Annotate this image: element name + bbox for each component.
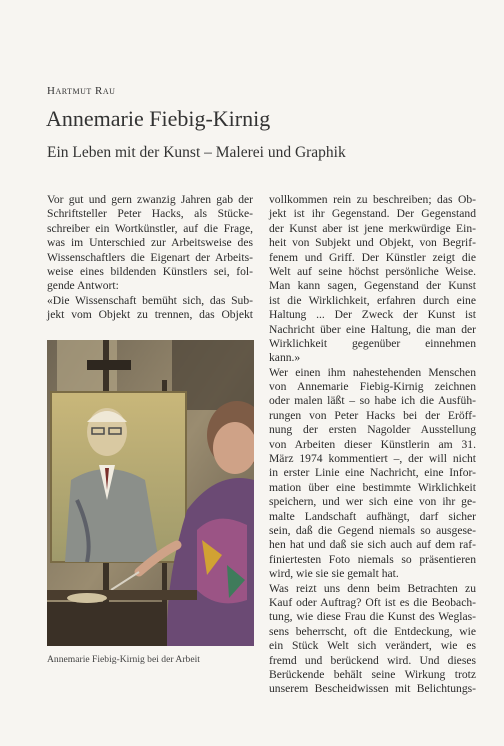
text-line: März 1974 kommentiert –, der will nicht [269, 452, 476, 466]
artist-photo [47, 340, 254, 646]
text-line: Wirklichkeit gegenüber einnehmen [269, 336, 476, 350]
text-line: Was reizt uns denn beim Betrachten zu [269, 581, 476, 595]
text-line: mation über eine bestimmte Wirklichkeit [269, 480, 476, 494]
article-subtitle: Ein Leben mit der Kunst – Malerei und Graphik [47, 144, 346, 161]
text-line: Berückende behält seine Wirkung trotz [269, 667, 476, 681]
text-line: speichern, und wer sich eine von ihr ge- [269, 495, 476, 509]
text-line: oder malen läßt – so habe ich die Ausfüh- [269, 394, 476, 408]
article-title: Annemarie Fiebig-Kirnig [46, 106, 271, 131]
text-line: rungen von Peter Hacks bei der Eröff- [269, 408, 476, 422]
text-line: hen hat und daß sie sich auch auf dem raf- [269, 538, 476, 552]
text-line: von Annemarie Fiebig-Kirnig zeichnen [269, 380, 476, 394]
text-line: schreiber ein Wortkünstler, auf die Frage, [47, 221, 253, 235]
text-line: nung der ersten Nagolder Ausstellung [269, 423, 476, 437]
text-line: weise eines bildenden Künstlers sei, fol- [47, 264, 253, 278]
text-line: was im Unterschied zur Arbeitsweise des [47, 236, 253, 250]
author-name: Hartmut Rau [47, 85, 116, 97]
text-line: malte Landschaft aufhängt, darf sicher [269, 509, 476, 523]
text-line: fenem und Griff. Der Künstler zeigt die [269, 250, 476, 264]
left-text-column [47, 193, 253, 323]
text-line: fremd und berückend wird. Und dieses [269, 653, 476, 667]
text-line: Wer einen ihm nahestehenden Menschen [269, 365, 476, 379]
text-line: vollkommen rein zu beschreiben; das Ob- [269, 193, 476, 206]
text-line: finiertesten Foto niemals so präsentieren [269, 552, 476, 566]
text-line: Welt auf seine höchst persönliche Weise. [269, 264, 476, 278]
text-line: von Arbeiten dieser Künstlerin am 31. [269, 437, 476, 451]
text-line: Haltung ... Der Zweck der Kunst ist [269, 308, 476, 322]
text-line: Kauf oder Auftrag? Oft ist es die Beobach- [269, 595, 476, 609]
photo-caption: Annemarie Fiebig-Kirnig bei der Arbeit [47, 654, 200, 665]
text-line: sein, daß die Gegend niemals so ausgese- [269, 523, 476, 537]
text-line: Schriftsteller Peter Hacks, als Stücke- [47, 207, 253, 221]
text-line: tung, wie diese Frau die Kunst des Weglas- [269, 610, 476, 624]
text-line: ist die Wirklichkeit, erfahren durch eine [269, 293, 476, 307]
text-line: Nachricht über eine Haltung, die man der [269, 322, 476, 336]
right-text-column [269, 193, 476, 697]
text-line: kann.» [269, 351, 301, 365]
text-line: in erster Linie eine Nachricht, eine Infor- [269, 466, 476, 480]
text-line: gende Antwort: [47, 279, 119, 293]
text-line: jekt ist ihr Gegenstand. Der Gegenstand [269, 207, 476, 221]
text-line: «Die Wissenschaft bemüht sich, das Sub- [47, 293, 253, 307]
photo-illustration [47, 340, 254, 646]
text-line: Vor gut und gern zwanzig Jahren gab der [47, 193, 253, 206]
text-line: Wissenschaftlers die Eigenart der Arbeits- [47, 250, 253, 264]
text-line: unserem Bescheidwissen mit Belichtungs- [269, 682, 476, 696]
text-line: der Kunst aber ist jene merkwürdige Ein- [269, 221, 476, 235]
text-line: ein Stück Welt sich verändert, wie es [269, 639, 476, 653]
text-line: Man kann sagen, Gegenstand der Kunst [269, 279, 476, 293]
text-line: heit von Subjekt und Objekt, von Begrif- [269, 236, 476, 250]
text-line: sens beherrscht, oft die Entdeckung, wie [269, 624, 476, 638]
text-line: jekt vom Objekt zu trennen, das Objekt [47, 308, 253, 322]
text-line: wird, wie sie sie gemalt hat. [269, 567, 399, 581]
